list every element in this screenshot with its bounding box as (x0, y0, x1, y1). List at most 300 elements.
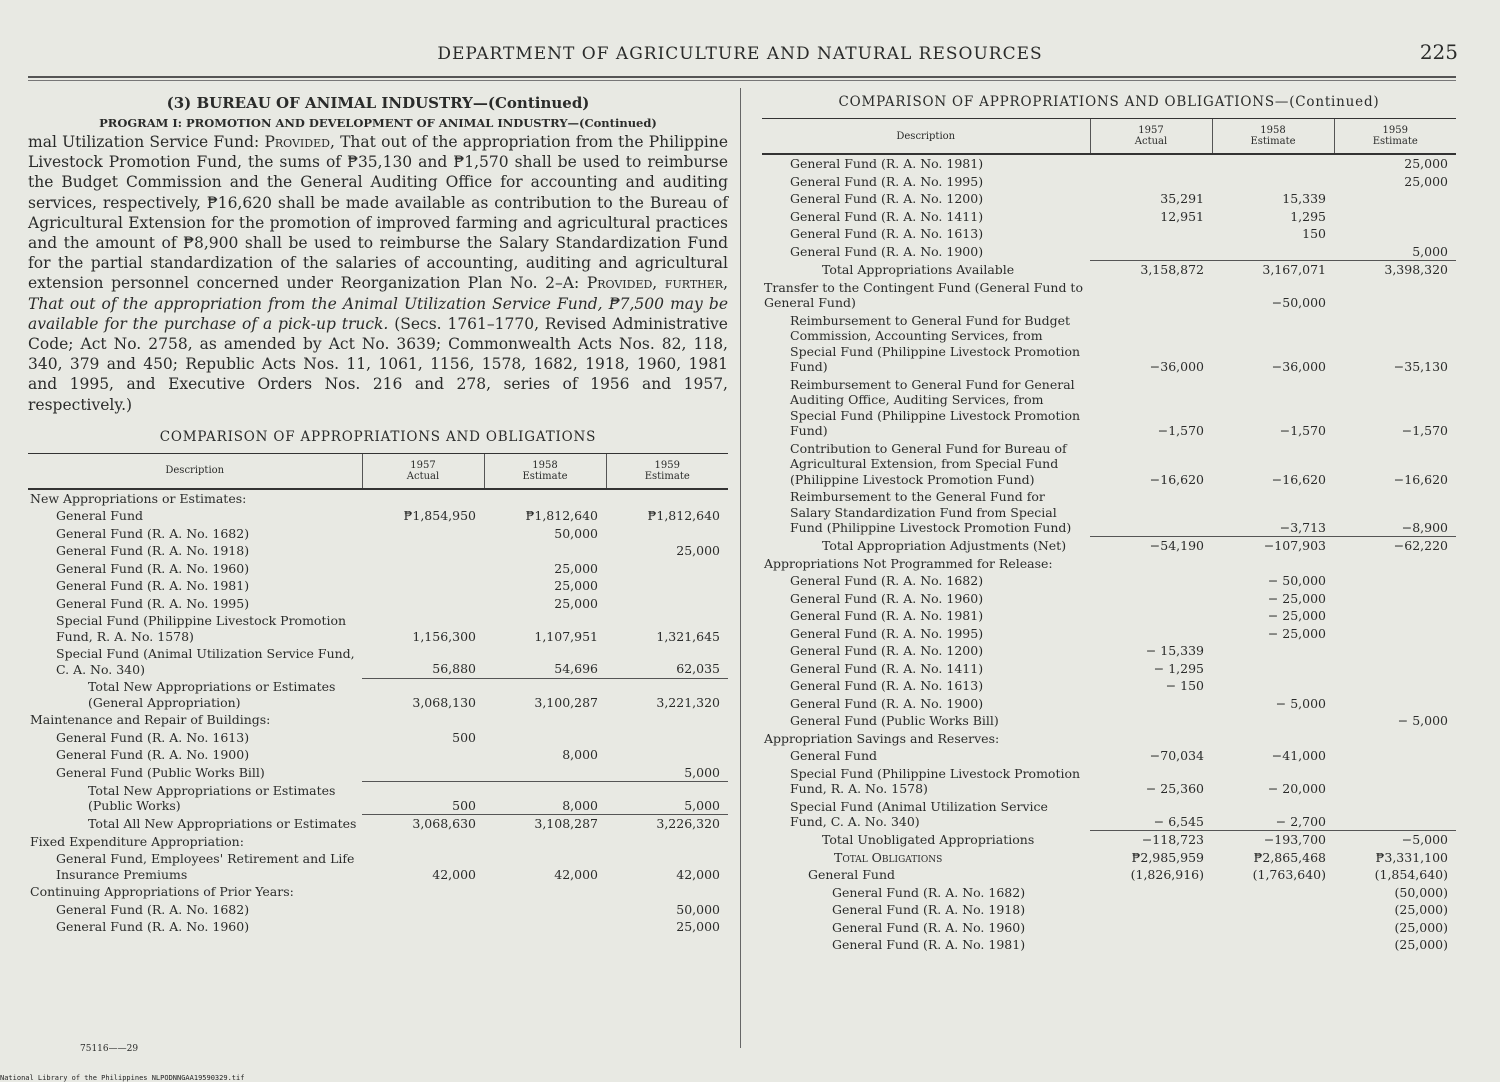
row-value (362, 918, 484, 936)
row-description: General Fund (R. A. No. 1613) (56, 729, 250, 745)
table-row (28, 850, 728, 883)
row-value (1212, 243, 1334, 261)
table-row (762, 765, 1456, 798)
provided-further-label: Provided, further, (586, 274, 728, 293)
printer-imprint: 75116——29 (80, 1044, 139, 1054)
row-description: General Fund (Public Works Bill) (56, 765, 265, 781)
row-description: General Fund (790, 748, 878, 763)
row-value (1212, 677, 1334, 695)
left-column (28, 92, 728, 936)
row-value: − 25,360 (1145, 781, 1204, 796)
row-description: Total Unobligated Appropriations (822, 832, 1035, 847)
row-value: −193,700 (1212, 831, 1334, 849)
row-value: 25,000 (1404, 173, 1448, 189)
row-value: −8,900 (1401, 519, 1448, 535)
row-description: Special Fund (Animal Utilization Service Fund, C. A. No. 340) (790, 798, 1048, 829)
row-description: General Fund (R. A. No. 1981) (790, 156, 984, 171)
row-description: General Fund (R. A. No. 1918) (56, 543, 250, 559)
row-description: Appropriations Not Programmed for Release: (764, 555, 1053, 571)
para-text-1: mal Utilization Service Fund: (28, 133, 260, 151)
row-value (362, 883, 484, 901)
row-value (362, 560, 484, 578)
row-value: −16,620 (1393, 471, 1448, 487)
page-number: 225 (1419, 40, 1458, 64)
row-value: ₱3,331,100 (1375, 849, 1448, 865)
row-value (484, 729, 606, 747)
row-description: General Fund (R. A. No. 1200) (790, 191, 984, 206)
row-description: Total Appropriations Available (822, 262, 1015, 277)
row-description: General Fund (R. A. No. 1682) (56, 901, 250, 917)
row-value: 25,000 (554, 595, 598, 611)
row-value: − 1,295 (1153, 660, 1204, 676)
row-description: General Fund (R. A. No. 1995) (790, 173, 984, 189)
program-title: PROGRAM I: PROMOTION AND DEVELOPMENT OF ANIMAL INDUSTRY—(Continued) (99, 116, 657, 130)
row-description: Reimbursement to General Fund for General Auditing Office, Auditing Services, from Special Fund (Philippine Livestock Promotion Fund) (790, 376, 1081, 438)
row-value: − 5,000 (1275, 695, 1326, 711)
row-description: General Fund (R. A. No. 1918) (832, 902, 1026, 917)
row-value: −16,620 (1149, 471, 1204, 487)
table-row (28, 612, 728, 645)
row-value: (25,000) (1394, 919, 1448, 935)
table-row (762, 243, 1456, 261)
row-description: Fixed Expenditure Appropriation: (30, 833, 244, 849)
row-value (1090, 730, 1212, 748)
row-value (1090, 572, 1212, 590)
row-value: 56,880 (432, 661, 476, 677)
row-value (1090, 607, 1212, 625)
row-value: 15,339 (1282, 191, 1326, 206)
row-value: ₱1,854,950 (403, 508, 476, 524)
table-row (762, 590, 1456, 608)
table-row (762, 798, 1456, 831)
row-value: ₱1,812,640 (525, 508, 598, 524)
row-value (1212, 154, 1334, 173)
row-description: General Fund (R. A. No. 1981) (790, 608, 984, 623)
row-value (1090, 279, 1212, 312)
para-text-3: (Secs. 1761–1770, Revised Administrative Code; Act No. 2758, as amended by Act No. 3639; Commonwealth Acts Nos. 82, 118, 340, 379 and 450; Republic Acts Nos. 11, 1061, 1156, 1578, 1682, 1918, 1960, 1981 and 1995, and Executive Orders Nos. 216 and 278, series of 1956 and 1957, respectively.) (28, 314, 728, 414)
table-row (28, 489, 728, 508)
row-value: 5,000 (684, 764, 720, 780)
row-value: 5,000 (1412, 243, 1448, 259)
row-value (362, 542, 484, 560)
table-row (762, 747, 1456, 765)
row-value (484, 489, 606, 508)
row-value: 1,295 (1290, 208, 1326, 224)
table-row (762, 537, 1456, 555)
column-header-year: 1957 Actual (362, 453, 484, 489)
row-value: 3,068,630 (362, 815, 484, 833)
row-description: Maintenance and Repair of Buildings: (30, 712, 271, 728)
row-value (1334, 607, 1456, 625)
row-value (1090, 695, 1212, 713)
row-value: 3,167,071 (1212, 261, 1334, 279)
table-row (762, 225, 1456, 243)
row-value (1334, 798, 1456, 831)
row-description: General Fund (R. A. No. 1900) (790, 244, 984, 259)
row-value: 25,000 (1404, 156, 1448, 171)
row-value: 54,696 (554, 661, 598, 677)
table-row (762, 154, 1456, 173)
row-value (1090, 225, 1212, 243)
table-row (28, 833, 728, 851)
row-value (1090, 555, 1212, 573)
table-row (28, 764, 728, 782)
row-value: 25,000 (676, 543, 720, 559)
row-value (1090, 884, 1212, 902)
column-header-description: Description (762, 119, 1090, 155)
row-value: − 150 (1165, 678, 1204, 693)
row-description: General Fund (R. A. No. 1995) (56, 595, 250, 611)
row-value (1334, 747, 1456, 765)
row-value: −3,713 (1279, 519, 1326, 535)
row-value (1334, 590, 1456, 608)
row-description: New Appropriations or Estimates: (30, 490, 247, 506)
row-value: 62,035 (676, 661, 720, 677)
row-description: Total New Appropriations or Estimates (General Appropriation) (88, 679, 336, 710)
row-value (606, 746, 728, 764)
table-row (762, 677, 1456, 695)
row-value: 25,000 (554, 578, 598, 594)
table-row (762, 730, 1456, 748)
row-description: General Fund (R. A. No. 1960) (56, 560, 250, 576)
row-value: 25,000 (676, 919, 720, 935)
row-value: 3,068,130 (362, 678, 484, 711)
row-value (1090, 919, 1212, 937)
table-row (762, 261, 1456, 279)
table-row (28, 883, 728, 901)
table-row (28, 815, 728, 833)
row-value (362, 577, 484, 595)
row-value: − 2,700 (1275, 813, 1326, 829)
row-description: Special Fund (Philippine Livestock Promotion Fund, R. A. No. 1578) (56, 613, 347, 644)
row-description: Appropriation Savings and Reserves: (764, 730, 1000, 746)
row-description: General Fund (R. A. No. 1411) (790, 660, 984, 676)
row-value (606, 595, 728, 613)
row-description: General Fund (R. A. No. 1900) (790, 695, 984, 711)
row-value (1334, 660, 1456, 678)
row-value: 3,226,320 (606, 815, 728, 833)
row-value (1090, 154, 1212, 173)
row-value: −5,000 (1334, 831, 1456, 849)
row-value (1334, 625, 1456, 643)
row-value (1334, 642, 1456, 660)
row-value (484, 918, 606, 936)
row-description: Total Appropriation Adjustments (Net) (822, 538, 1067, 553)
table-row (762, 555, 1456, 573)
row-value (606, 729, 728, 747)
row-value: −118,723 (1090, 831, 1212, 849)
table-row (762, 279, 1456, 312)
row-value: 42,000 (432, 866, 476, 882)
table-row (762, 173, 1456, 191)
row-value (1090, 625, 1212, 643)
row-value (1334, 695, 1456, 713)
table-row (28, 577, 728, 595)
row-value (1212, 712, 1334, 730)
row-value (1334, 677, 1456, 695)
row-value: − 5,000 (1397, 713, 1448, 728)
row-value: 5,000 (606, 782, 728, 815)
row-value (484, 764, 606, 782)
appropriations-table-right (762, 118, 1456, 954)
row-value (606, 489, 728, 508)
row-description: General Fund (R. A. No. 1900) (56, 747, 250, 763)
table-row (28, 678, 728, 711)
row-value: 8,000 (484, 782, 606, 815)
row-description: General Fund (R. A. No. 1613) (790, 678, 984, 693)
table-row (762, 572, 1456, 590)
table-row (762, 642, 1456, 660)
row-value (362, 746, 484, 764)
row-value (1090, 936, 1212, 954)
row-value: (1,763,640) (1252, 867, 1326, 882)
table-row (28, 918, 728, 936)
row-value: 1,156,300 (412, 628, 476, 644)
row-description: General Fund (R. A. No. 1981) (56, 578, 250, 594)
row-value (1212, 730, 1334, 748)
row-value: − 25,000 (1267, 608, 1326, 623)
row-value: − 50,000 (1267, 573, 1326, 588)
row-value (484, 833, 606, 851)
row-description: General Fund (R. A. No. 1960) (56, 919, 250, 935)
table-row (762, 607, 1456, 625)
row-value (606, 577, 728, 595)
row-description: General Fund (808, 867, 896, 882)
row-value: 50,000 (554, 525, 598, 541)
column-header-year: 1958 Estimate (484, 453, 606, 489)
row-value: 8,000 (562, 747, 598, 763)
column-header-description: Description (28, 453, 362, 489)
row-description: Total Obligations (834, 849, 943, 865)
row-value: 42,000 (676, 866, 720, 882)
row-value: (1,826,916) (1130, 867, 1204, 882)
row-value (1334, 208, 1456, 226)
para-text-2: That out of the appropriation from the Philippine Livestock Promotion Fund, the sums of ₱35,130 and ₱1,570 shall be used to reimburse the Budget Commission and the General Auditing Office for accounting and auditing services, respectively, ₱16,620 shall be made available as contribution to the Bureau of Agricultural Extension for the promotion of improved farming and agricultural practices and the amount of ₱8,900 shall be used to reimburse the Salary Standardization Fund for the partial standardization of the salaries of accounting, auditing and agricultural extension personnel concerned under Reorganization Plan No. 2–A: (28, 133, 728, 293)
row-value (484, 901, 606, 919)
row-value: 500 (362, 782, 484, 815)
row-value (484, 711, 606, 729)
row-value (1334, 765, 1456, 798)
table-row (762, 936, 1456, 954)
row-description: General Fund (R. A. No. 1200) (790, 643, 984, 658)
row-value (1334, 225, 1456, 243)
table-row (28, 645, 728, 678)
row-value: − 25,000 (1267, 590, 1326, 606)
row-value: − 20,000 (1267, 781, 1326, 796)
row-value (1334, 555, 1456, 573)
column-header-year: 1959 Estimate (1334, 119, 1456, 155)
para-italic: That out of the appropriation from the Animal Utilization Service Fund, ₱7,500 may be available for the purchase of a pick-up truck. (28, 294, 728, 333)
row-description: General Fund (R. A. No. 1682) (56, 525, 250, 541)
row-value (362, 833, 484, 851)
row-description: General Fund (R. A. No. 1613) (790, 226, 984, 241)
row-value (1212, 936, 1334, 954)
row-value (606, 525, 728, 543)
row-description: General Fund (R. A. No. 1981) (832, 937, 1026, 952)
row-value (1212, 642, 1334, 660)
row-value: −35,130 (1393, 359, 1448, 374)
table-row (28, 711, 728, 729)
row-value (362, 711, 484, 729)
table-row (28, 560, 728, 578)
right-column (762, 92, 1456, 954)
row-value (1212, 919, 1334, 937)
row-value (362, 901, 484, 919)
row-value (606, 883, 728, 901)
row-value: −36,000 (1271, 359, 1326, 374)
row-value (1212, 660, 1334, 678)
row-description: General Fund, Employees' Retirement and Life Insurance Premiums (56, 851, 355, 882)
column-header-year: 1958 Estimate (1212, 119, 1334, 155)
row-description: General Fund (56, 508, 144, 524)
table-row (762, 660, 1456, 678)
row-value: −1,570 (1279, 423, 1326, 438)
row-value: −36,000 (1149, 359, 1204, 374)
row-value (1090, 712, 1212, 730)
row-value: −54,190 (1090, 537, 1212, 555)
row-value: ₱2,865,468 (1253, 849, 1326, 865)
row-value: − 6,545 (1153, 813, 1204, 829)
row-value: −62,220 (1334, 537, 1456, 555)
row-value: −107,903 (1212, 537, 1334, 555)
row-description: General Fund (R. A. No. 1960) (790, 590, 984, 606)
table-row (762, 866, 1456, 884)
row-description: General Fund (R. A. No. 1682) (832, 884, 1026, 900)
row-value (362, 764, 484, 782)
row-value (1090, 901, 1212, 919)
table-row (762, 440, 1456, 489)
row-value (606, 833, 728, 851)
row-value: − 15,339 (1145, 643, 1204, 658)
row-description: Reimbursement to the General Fund for Salary Standardization Fund from Special Fund (Philippine Livestock Promotion Fund) (790, 489, 1072, 535)
row-value: 3,221,320 (606, 678, 728, 711)
row-description: Continuing Appropriations of Prior Years: (30, 884, 294, 900)
row-value (362, 525, 484, 543)
row-value: 3,158,872 (1090, 261, 1212, 279)
row-value: 50,000 (676, 901, 720, 917)
row-description: Special Fund (Philippine Livestock Promotion Fund, R. A. No. 1578) (790, 765, 1081, 796)
row-value: (50,000) (1394, 884, 1448, 900)
row-description: General Fund (R. A. No. 1995) (790, 625, 984, 641)
row-value (606, 560, 728, 578)
row-value: 12,951 (1160, 208, 1204, 224)
row-value: 500 (452, 729, 476, 745)
provision-paragraph (28, 132, 728, 415)
row-value: 3,398,320 (1334, 261, 1456, 279)
row-value: −41,000 (1271, 748, 1326, 763)
row-value: 3,100,287 (484, 678, 606, 711)
row-value (362, 595, 484, 613)
table-row (762, 625, 1456, 643)
row-description: Contribution to General Fund for Bureau of Agricultural Extension, from Special Fund (Philippine Livestock Promotion Fund) (790, 440, 1067, 487)
header-rule (28, 76, 1456, 81)
row-description: Transfer to the Contingent Fund (General Fund to General Fund) (764, 279, 1083, 310)
row-description: Special Fund (Animal Utilization Service Fund, C. A. No. 340) (56, 646, 355, 677)
table-row (762, 190, 1456, 208)
column-divider (740, 88, 741, 1048)
row-description: General Fund (R. A. No. 1960) (832, 919, 1026, 935)
table-row (28, 595, 728, 613)
column-header-year: 1957 Actual (1090, 119, 1212, 155)
row-value (1212, 901, 1334, 919)
row-value (1212, 173, 1334, 191)
row-value (606, 711, 728, 729)
row-description: General Fund (R. A. No. 1682) (790, 573, 984, 588)
row-description: Total New Appropriations or Estimates (Public Works) (88, 782, 336, 814)
row-value: ₱2,985,959 (1131, 849, 1204, 865)
row-value: 1,107,951 (534, 628, 598, 644)
column-header-year: 1959 Estimate (606, 453, 728, 489)
provided-label: Provided, (264, 133, 335, 151)
table-row (762, 208, 1456, 226)
row-value: (25,000) (1394, 937, 1448, 952)
row-value (1334, 190, 1456, 208)
row-value: −1,570 (1401, 423, 1448, 438)
table-row (762, 376, 1456, 440)
table-row (28, 525, 728, 543)
table-row (762, 712, 1456, 730)
table-row (762, 831, 1456, 849)
table-row (762, 849, 1456, 867)
row-description: Total All New Appropriations or Estimates (88, 816, 357, 832)
row-value: (1,854,640) (1374, 867, 1448, 882)
row-value (484, 883, 606, 901)
row-value (1090, 243, 1212, 261)
row-value (1212, 555, 1334, 573)
table-row (28, 782, 728, 815)
row-value (484, 542, 606, 560)
row-value: (25,000) (1394, 902, 1448, 917)
table-row (762, 901, 1456, 919)
page-header: DEPARTMENT OF AGRICULTURE AND NATURAL RESOURCES (437, 44, 1043, 64)
appropriations-table-left (28, 453, 728, 936)
row-value: − 25,000 (1267, 625, 1326, 641)
row-value: −50,000 (1271, 295, 1326, 310)
scan-footer: National Library of the Philippines NLPODNNGAA19590329.tif (0, 1074, 245, 1082)
row-value (1212, 884, 1334, 902)
row-description: General Fund (Public Works Bill) (790, 713, 999, 728)
row-value: 42,000 (554, 866, 598, 882)
row-value (362, 489, 484, 508)
row-value: 35,291 (1160, 191, 1204, 206)
row-value (1334, 572, 1456, 590)
row-value: 150 (1302, 226, 1326, 241)
row-value (1334, 279, 1456, 312)
bureau-title: (3) BUREAU OF ANIMAL INDUSTRY—(Continued) (166, 94, 590, 112)
table-row (28, 729, 728, 747)
row-value: −1,570 (1157, 423, 1204, 438)
table-row (762, 312, 1456, 376)
row-value: −70,034 (1149, 748, 1204, 763)
row-value: 25,000 (554, 560, 598, 576)
table-row (762, 884, 1456, 902)
row-value: 3,108,287 (484, 815, 606, 833)
table-row (28, 746, 728, 764)
comparison-title: COMPARISON OF APPROPRIATIONS AND OBLIGATIONS (159, 428, 597, 445)
table-row (762, 919, 1456, 937)
table-row (28, 901, 728, 919)
table-row (28, 507, 728, 525)
row-description: Reimbursement to General Fund for Budget Commission, Accounting Services, from Special Fund (Philippine Livestock Promotion Fund) (790, 312, 1081, 374)
row-value: 1,321,645 (656, 628, 720, 644)
table-row (762, 695, 1456, 713)
row-value (1090, 173, 1212, 191)
row-value (1090, 488, 1212, 537)
table-row (762, 488, 1456, 537)
row-description: General Fund (R. A. No. 1411) (790, 208, 984, 224)
comparison-title-continued: COMPARISON OF APPROPRIATIONS AND OBLIGATIONS—(Continued) (838, 94, 1380, 110)
row-value: −16,620 (1271, 471, 1326, 487)
